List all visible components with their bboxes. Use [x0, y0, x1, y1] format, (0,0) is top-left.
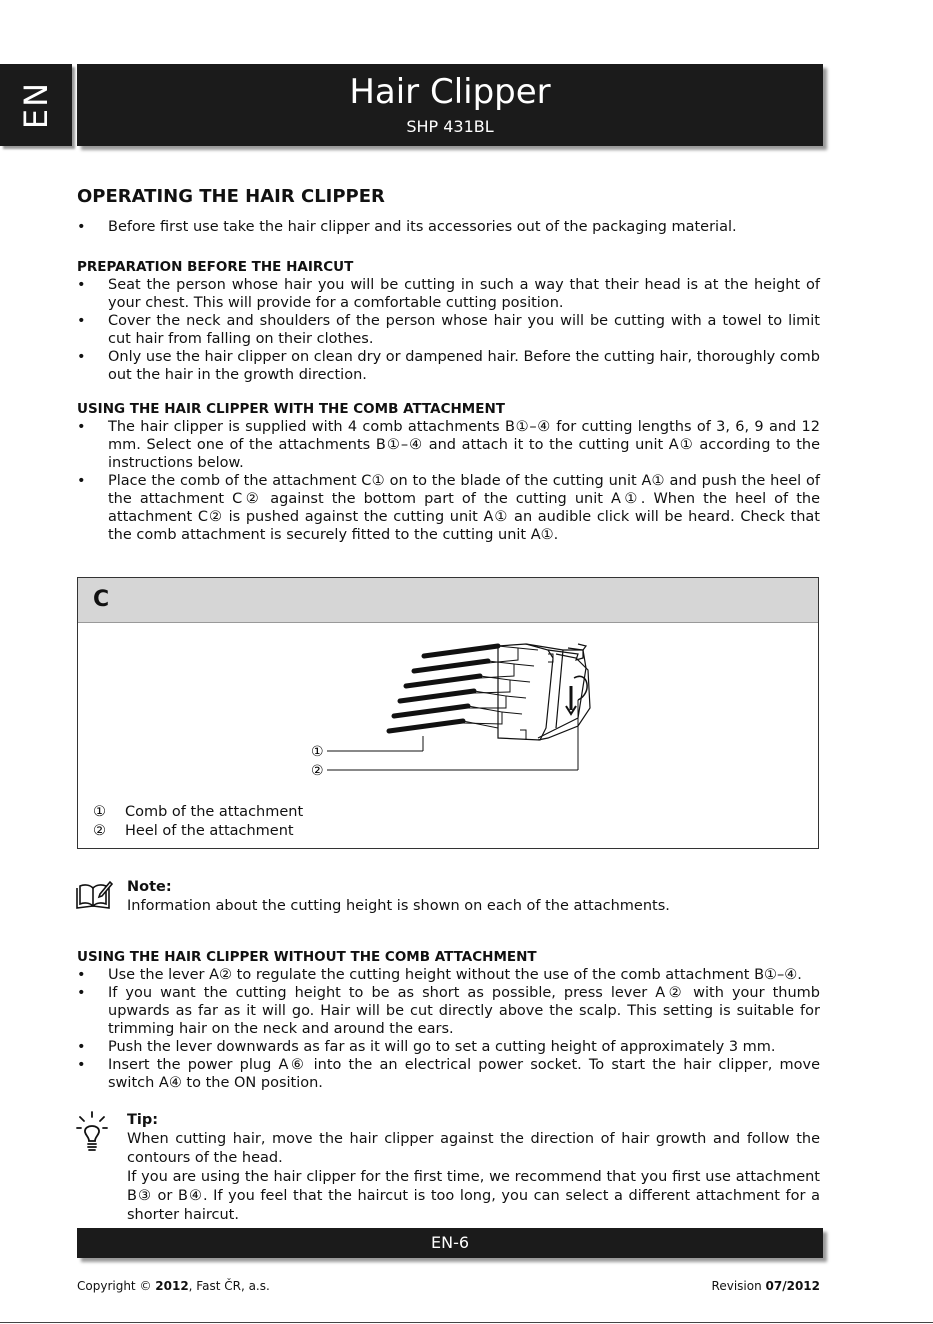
- tip-block: [127, 1111, 820, 1225]
- subheading-preparation: PREPARATION BEFORE THE HAIRCUT: [77, 259, 354, 275]
- callout-2: ②: [311, 763, 324, 779]
- figure-legend: [93, 803, 303, 841]
- bullet-list: [77, 966, 820, 1092]
- subheading-without-comb: USING THE HAIR CLIPPER WITHOUT THE COMB ATTACHMENT: [77, 949, 537, 965]
- list-item: • If you want the cutting height to be as short as possible, press lever A② with your thumb upwards as far as it will go. Hair will be cut directly above the scalp. This setting is suitable for trimming hair on the neck and around the ears.: [77, 984, 820, 1038]
- legend-num: ②: [93, 823, 106, 839]
- note-text: Information about the cutting height is shown on each of the attachments.: [127, 898, 670, 914]
- list-item: • Place the comb of the attachment C① on to the blade of the cutting unit A① and push the heel of the attachment C② against the bottom part of the cutting unit A①. When the heel of the attachment C② is pushed against the cutting unit A① an audible click will be heard. Check that the comb attachment is securely fitted to the cutting unit A①.: [77, 472, 820, 544]
- bullet-list: [77, 418, 820, 544]
- page-number: EN-6: [430, 1233, 470, 1252]
- bottom-rule: [0, 1322, 933, 1323]
- tip-label: Tip:: [127, 1112, 159, 1128]
- copyright-year: 2012: [155, 1279, 189, 1293]
- note-label: Note:: [127, 879, 172, 895]
- section-without-comb: [77, 948, 820, 1092]
- section-operating: [77, 188, 820, 236]
- list-item: • The hair clipper is supplied with 4 comb attachments B①–④ for cutting lengths of 3, 6, 9 and 12 mm. Select one of the attachments B①–④ and attach it to the cutting unit A① according to the instructions below.: [77, 418, 820, 472]
- list-item: • Insert the power plug A⑥ into the an electrical power socket. To start the hair clipper, move switch A④ to the ON position.: [77, 1056, 820, 1092]
- comb-teeth: [389, 646, 498, 731]
- revision: [712, 1279, 820, 1293]
- language-tab: [0, 64, 72, 146]
- revision-label: Revision: [711, 1279, 766, 1293]
- copyright: [77, 1279, 270, 1293]
- legend-num: ①: [93, 804, 106, 820]
- page-number-bar: [77, 1228, 823, 1258]
- tip-text-1: When cutting hair, move the hair clipper against the direction of hair growth and follow the contours of the head.: [127, 1131, 820, 1166]
- lightbulb-icon: [76, 1110, 108, 1152]
- legend-item: [93, 803, 303, 822]
- legend-text: Comb of the attachment: [125, 804, 304, 820]
- revision-value: 07/2012: [765, 1279, 820, 1293]
- bullet-list: [77, 218, 820, 236]
- note-block: [127, 878, 820, 916]
- figure-label: C: [78, 578, 818, 623]
- list-item: • Use the lever A② to regulate the cutting height without the use of the comb attachment B①–④.: [77, 966, 820, 984]
- bullet-list: [77, 276, 820, 384]
- tip-text-2: If you are using the hair clipper for the first time, we recommend that you first use attachment B③ or B④. If you feel that the haircut is too long, you can select a different attachment for a shorter haircut.: [127, 1169, 820, 1223]
- section-preparation: [77, 258, 820, 384]
- language-tab-label: EN: [17, 80, 55, 130]
- list-item: • Before first use take the hair clipper and its accessories out of the packaging material.: [77, 218, 820, 236]
- page-title: Hair Clipper: [349, 72, 551, 112]
- title-bar: [77, 64, 823, 146]
- copyright-prefix: Copyright ©: [77, 1279, 156, 1293]
- list-item: • Only use the hair clipper on clean dry or dampened hair. Before the cutting hair, thoroughly comb out the hair in the growth direction.: [77, 348, 820, 384]
- list-item: • Seat the person whose hair you will be cutting in such a way that their head is at the height of your chest. This will provide for a comfortable cutting position.: [77, 276, 820, 312]
- figure-box: [77, 577, 819, 849]
- legend-text: Heel of the attachment: [125, 823, 294, 839]
- section-with-comb: [77, 400, 820, 544]
- legend-item: [93, 822, 303, 841]
- list-item: • Push the lever downwards as far as it will go to set a cutting height of approximately 3 mm.: [77, 1038, 820, 1056]
- list-item: • Cover the neck and shoulders of the person whose hair you will be cutting with a towel to limit cut hair from falling on their clothes.: [77, 312, 820, 348]
- callout-1: ①: [311, 744, 324, 760]
- book-icon: [74, 880, 114, 912]
- subheading-with-comb: USING THE HAIR CLIPPER WITH THE COMB ATTACHMENT: [77, 401, 505, 417]
- section-heading-operating: OPERATING THE HAIR CLIPPER: [77, 186, 385, 207]
- copyright-suffix: , Fast ČR, a.s.: [188, 1279, 270, 1293]
- model-number: SHP 431BL: [406, 117, 494, 136]
